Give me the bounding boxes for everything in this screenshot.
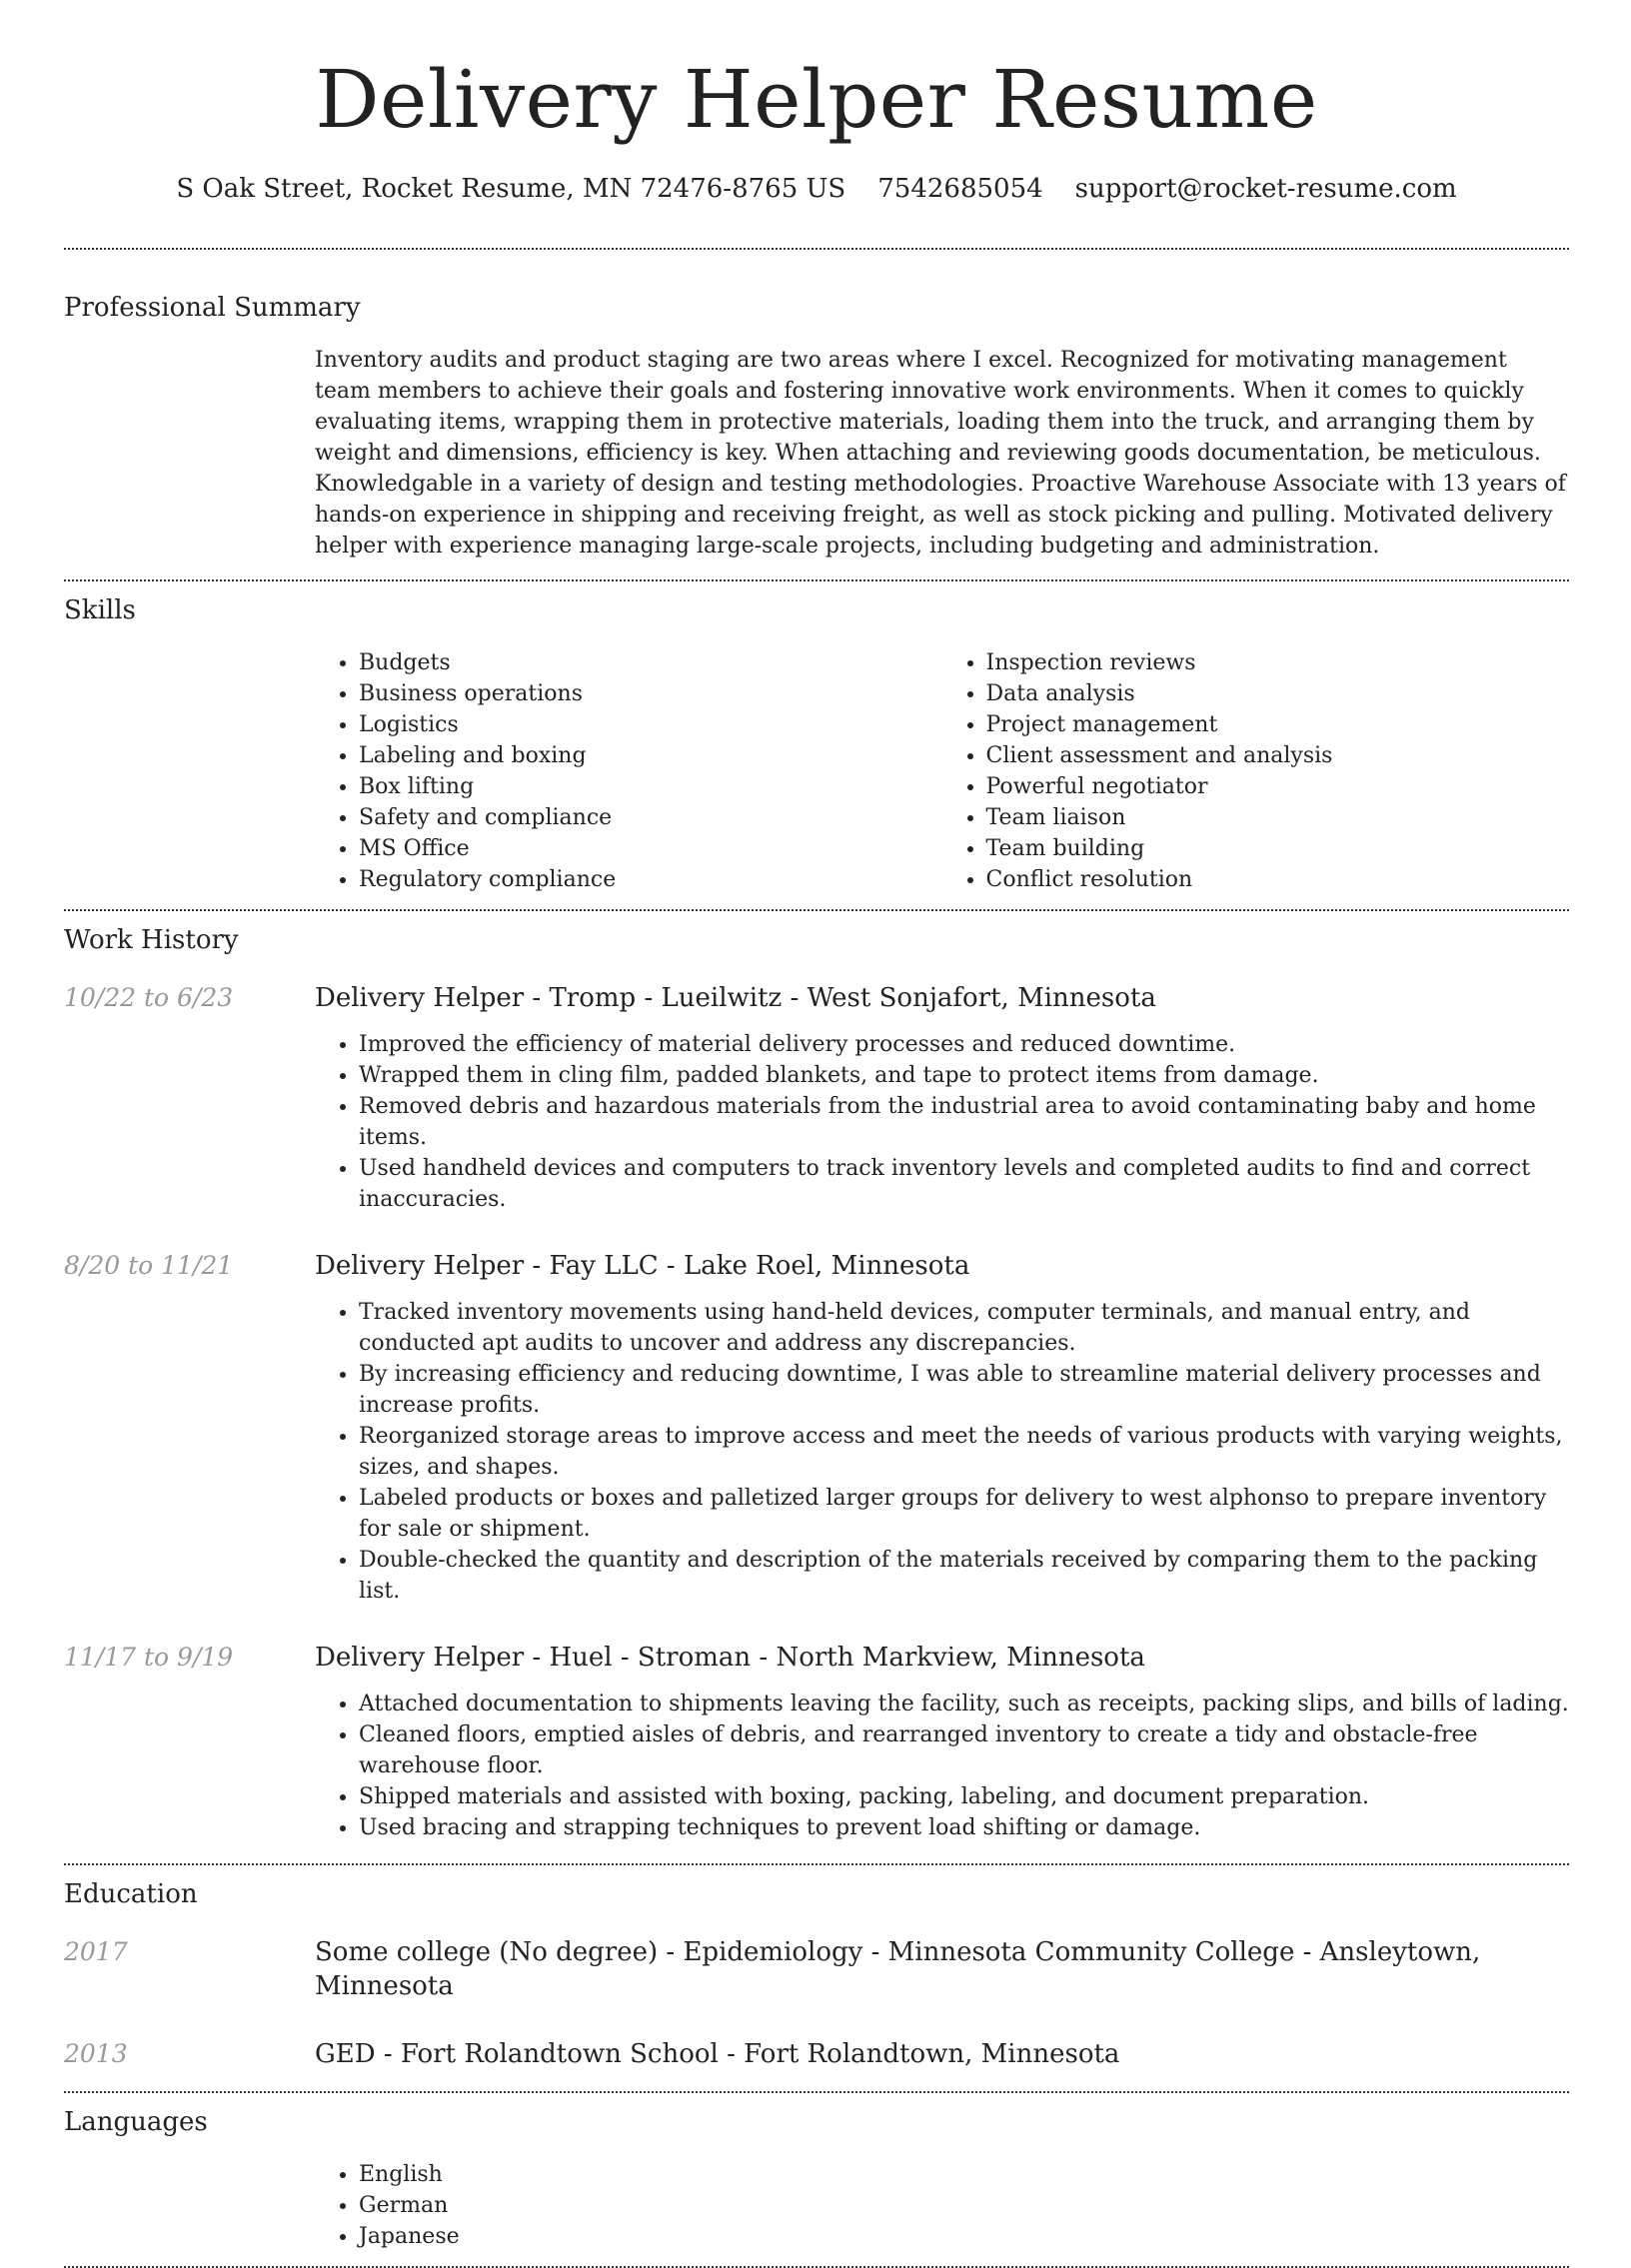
list-item: • Labeled products or boxes and palletized larger groups for delivery to west alphonso to prepare inventory for sale or shipment. [359,1483,1569,1545]
list-item: • Used bracing and strapping techniques to prevent load shifting or damage. [359,1812,1569,1843]
list-item: • German [359,2190,1569,2221]
list-item: • Budgets [359,647,942,678]
job-title: Delivery Helper - Tromp - Lueilwitz - West Sonjafort, Minnesota [315,983,1156,1013]
list-item: • Double-checked the quantity and description of the materials received by comparing them to the packing list. [359,1545,1569,1607]
divider [64,1863,1569,1865]
list-item: • Removed debris and hazardous materials from the industrial area to avoid contaminating baby and home items. [359,1091,1569,1153]
job-entry [64,1641,1569,1843]
list-item: • Business operations [359,678,942,709]
education-entry [64,2037,1569,2071]
list-item: • Project management [986,709,1570,740]
list-item: • MS Office [359,833,942,864]
section-title-skills: Skills [64,595,136,625]
list-item: • Conflict resolution [986,864,1570,895]
job-entry [64,981,1569,1215]
education-text: GED - Fort Rolandtown School - Fort Rolandtown, Minnesota [315,2039,1120,2069]
job-title: Delivery Helper - Fay LLC - Lake Roel, Minnesota [315,1251,970,1281]
job-date: 11/17 to 9/19 [64,1643,234,1672]
job-date: 10/22 to 6/23 [64,983,234,1012]
education-entry [64,1935,1569,2003]
list-item: • Shipped materials and assisted with boxing, packing, labeling, and document preparation. [359,1781,1569,1812]
job-date: 8/20 to 11/21 [64,1251,234,1280]
phone: 7542685054 [877,174,1043,204]
list-item: • Reorganized storage areas to improve access and meet the needs of various products with varying weights, sizes, and shapes. [359,1421,1569,1483]
list-item: • Data analysis [986,678,1570,709]
list-item: • Labeling and boxing [359,740,942,771]
skills-list-left [315,647,942,895]
divider [64,579,1569,581]
section-title-languages: Languages [64,2107,208,2137]
job-bullets [315,1689,1569,1843]
job-title: Delivery Helper - Huel - Stroman - North Markview, Minnesota [315,1643,1145,1673]
skills-list-right [942,647,1570,895]
list-item: • Team building [986,833,1570,864]
list-item: • Regulatory compliance [359,864,942,895]
page-title: Delivery Helper Resume [315,53,1318,146]
list-item: • Client assessment and analysis [986,740,1570,771]
list-item: • Team liaison [986,802,1570,833]
list-item: • Inspection reviews [986,647,1570,678]
list-item: • Improved the efficiency of material delivery processes and reduced downtime. [359,1029,1569,1060]
languages-list [315,2159,1569,2252]
email: support@rocket-resume.com [1074,174,1457,204]
list-item: • Attached documentation to shipments leaving the facility, such as receipts, packing slips, and bills of lading. [359,1689,1569,1719]
list-item: • Powerful negotiator [986,771,1570,802]
job-entry [64,1249,1569,1607]
address: S Oak Street, Rocket Resume, MN 72476-8765 US [176,174,846,204]
section-title-summary: Professional Summary [64,293,361,323]
list-item: • Logistics [359,709,942,740]
contact-info [64,172,1569,206]
divider [64,909,1569,911]
resume-page [64,0,1569,2268]
section-title-work: Work History [64,925,239,955]
job-bullets [315,1029,1569,1215]
divider [64,248,1569,250]
list-item: • Safety and compliance [359,802,942,833]
divider [64,2091,1569,2093]
section-title-education: Education [64,1879,198,1909]
list-item: • Box lifting [359,771,942,802]
list-item: • Japanese [359,2221,1569,2252]
education-date: 2017 [64,1937,128,1966]
list-item: • English [359,2159,1569,2190]
education-date: 2013 [64,2039,128,2068]
list-item: • By increasing efficiency and reducing downtime, I was able to streamline material delivery processes and increase profits. [359,1359,1569,1421]
education-text: Some college (No degree) - Epidemiology - Minnesota Community College - Ansleytown, Minnesota [315,1937,1481,2001]
list-item: • Used handheld devices and computers to track inventory levels and completed audits to find and correct inaccuracies. [359,1153,1569,1215]
list-item: • Cleaned floors, emptied aisles of debris, and rearranged inventory to create a tidy and obstacle-free warehouse floor. [359,1719,1569,1781]
list-item: • Wrapped them in cling film, padded blankets, and tape to protect items from damage. [359,1060,1569,1091]
summary-text: Inventory audits and product staging are two areas where I excel. Recognized for motivating management team members to achieve their goals and fostering innovative work environments. When it comes to quickly evaluating items, wrapping them in protective materials, loading them into the truck, and arranging them by weight and dimensions, efficiency is key. When attaching and reviewing goods documentation, be meticulous. Knowledgable in a variety of design and testing methodologies. Proactive Warehouse Associate with 13 years of hands-on experience in shipping and receiving freight, as well as stock picking and pulling. Motivated delivery helper with experience managing large-scale projects, including budgeting and administration. [315,348,1566,559]
list-item: • Tracked inventory movements using hand-held devices, computer terminals, and manual entry, and conducted apt audits to uncover and address any discrepancies. [359,1297,1569,1359]
job-bullets [315,1297,1569,1607]
